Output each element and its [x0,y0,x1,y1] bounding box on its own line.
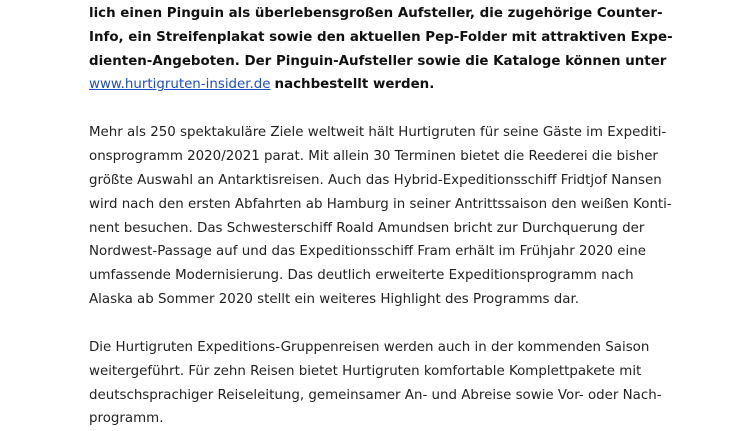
text-line: nent besuchen. Das Schwesterschiff Roald Amundsen bricht zur Durchquerung der [89,220,645,236]
text-line: wird nach den ersten Abfahrten ab Hamburg in seiner Antrittssaison den weißen Konti- [89,196,672,212]
text-line: lich einen Pinguin als überlebensgroßen Aufsteller, die zugehörige Counter- [89,6,663,21]
paragraph-expedition-program [89,121,672,311]
text-line: programm. [89,411,164,427]
paragraph-promo-materials [89,2,673,97]
text-line: Die Hurtigruten Expeditions-Gruppenreisen werden auch in der kommenden Saison [89,339,650,355]
paragraph-gap [89,97,649,121]
text-line-with-link [89,73,649,97]
document-page [89,2,673,431]
text-line: Info, ein Streifenplakat sowie den aktuellen Pep-Folder mit attraktiven Expe- [89,29,673,45]
text-line: größte Auswahl an Antarktisreisen. Auch das Hybrid-Expeditionsschiff Fridtjof Nansen [89,172,662,188]
paragraph-group-travel [89,336,662,431]
text-line: weitergeführt. Für zehn Reisen bietet Hurtigruten komfortable Komplettpakete mit [89,363,642,379]
text-line: deutschsprachiger Reiseleitung, gemeinsamer An- und Abreise sowie Vor- oder Nach- [89,387,662,403]
paragraph-gap [89,312,649,336]
text-line: umfassende Modernisierung. Das deutlich erweiterte Expeditionsprogramm nach [89,268,634,284]
text-line: Nordwest-Passage auf und das Expeditionsschiff Fram erhält im Frühjahr 2020 eine [89,244,646,260]
text-line: onsprogramm 2020/2021 parat. Mit allein 30 Terminen bietet die Reederei die bisher [89,149,658,165]
link-suffix-text: nachbestellt werden. [274,77,435,93]
text-line: Mehr als 250 spektakuläre Ziele weltweit hält Hurtigruten für seine Gäste im Expediti- [89,125,667,141]
text-line: Alaska ab Sommer 2020 stellt ein weiteres Highlight des Programms dar. [89,291,580,307]
text-line: dienten-Angeboten. Der Pinguin-Aufsteller sowie die Kataloge können unter [89,53,667,69]
hurtigruten-insider-link[interactable]: www.hurtigruten-insider.de [89,77,271,93]
